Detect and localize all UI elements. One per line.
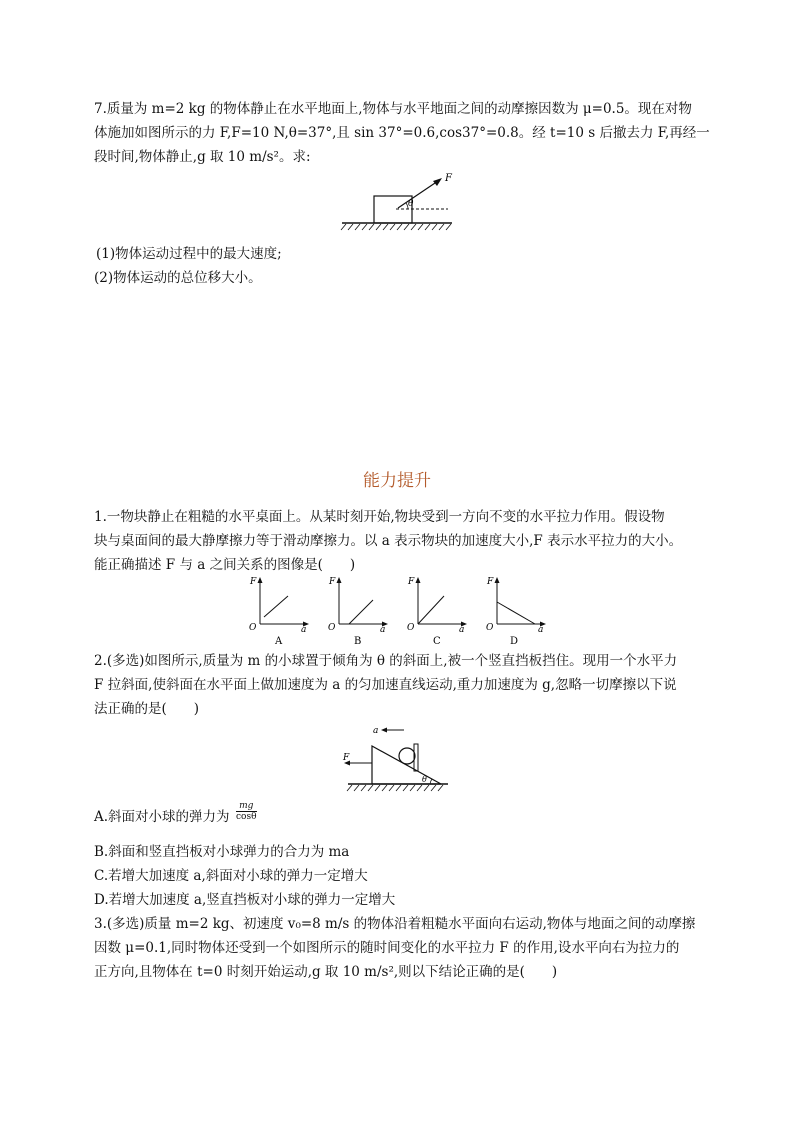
graph-a-label: A [275,636,283,647]
svg-text:a: a [380,625,386,635]
p3-line-3: 正方向,且物体在 t=0 时刻开始运动,g 取 10 m/s²,则以下结论正确的是( ) [94,964,558,980]
graph-a [246,574,316,648]
angle-label: θ [408,199,414,209]
p1-line-2: 块与桌面间的最大静摩擦力等于滑动摩擦力。以 a 表示物块的加速度大小,F 表示水平拉力的大小。 [94,533,683,549]
force-label: F [445,173,452,184]
graph-c [404,574,474,648]
force-label: F [343,753,350,763]
q7-line-3: 段时间,物体静止,g 取 10 m/s²。求: [94,149,311,165]
p2-line-3: 法正确的是( ) [94,701,200,717]
graph-c-label: C [433,636,441,647]
svg-text:O: O [407,623,415,633]
p2-option-a: A.斜面对小球的弹力为 [94,809,230,825]
graph-b [325,574,395,648]
force-arrow [398,181,438,208]
q7-line-1: 7.质量为 m=2 kg 的物体静止在水平地面上,物体与水平地面之间的动摩擦因数为 μ=0.5。现在对物 [94,101,692,117]
p1-line-3: 能正确描述 F 与 a 之间关系的图像是( ) [94,557,356,573]
svg-text:O: O [249,623,257,633]
q7-line-2: 体施加如图所示的力 F,F=10 N,θ=37°,且 sin 37°=0.6,cos37°=0.8。经 t=10 s 后撤去力 F,再经一 [94,125,710,141]
svg-text:a: a [301,625,307,635]
incline [372,746,441,784]
p2-line-1: 2.(多选)如图所示,质量为 m 的小球置于倾角为 θ 的斜面上,被一个竖直挡板挡住。现用一个水平力 [94,653,678,669]
svg-text:a: a [538,625,544,635]
svg-text:O: O [486,623,494,633]
p2-line-2: F 拉斜面,使斜面在水平面上做加速度为 a 的匀加速直线运动,重力加速度为 g,忽略一切摩擦以下说 [94,677,677,693]
option-a-fraction: $\frac{mg}{\cos\theta}$ [236,801,257,822]
q7-part-1: (1)物体运动过程中的最大速度; [96,246,282,262]
svg-text:F: F [408,577,415,587]
graph-d-label: D [510,636,519,647]
graph-d [483,574,553,648]
svg-text:F: F [487,577,494,587]
q7-block-diagram [340,168,460,234]
p2-option-b: B.斜面和竖直挡板对小球弹力的合力为 ma [94,844,350,860]
q7-part-2: (2)物体运动的总位移大小。 [94,270,262,286]
svg-text:F: F [329,577,336,587]
p2-option-c: C.若增大加速度 a,斜面对小球的弹力一定增大 [94,868,368,884]
p1-line-1: 1.一物块静止在粗糙的水平桌面上。从某时刻开始,物块受到一方向不变的水平拉力作用。假设物 [94,509,665,525]
svg-text:O: O [328,623,336,633]
p2-option-d: D.若增大加速度 a,竖直挡板对小球的弹力一定增大 [94,892,396,908]
accel-label: a [373,726,379,736]
angle-label: θ [422,775,427,784]
p3-line-2: 因数 μ=0.1,同时物体还受到一个如图所示的随时间变化的水平拉力 F 的作用,设水平向右为拉力的 [94,940,680,956]
svg-text:F: F [250,577,257,587]
svg-text:a: a [459,625,465,635]
p3-line-1: 3.(多选)质量 m=2 kg、初速度 v₀=8 m/s 的物体沿着粗糙水平面向右运动,物体与地面之间的动摩擦 [94,916,696,932]
graph-b-label: B [354,636,362,647]
p2-incline-diagram [338,716,454,796]
ball [399,748,415,764]
section-title: 能力提升 [363,471,431,491]
